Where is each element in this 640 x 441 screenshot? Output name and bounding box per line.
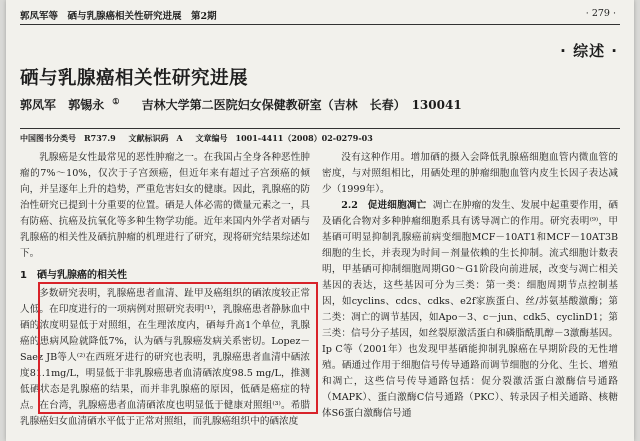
intro-paragraph: 乳腺癌是女性最常见的恶性肿瘤之一。在我国占全身各种恶性肿瘤的7%～10%，仅次于子宫颈癌，但近年来有超过子宫颈癌的倾向，并呈逐年上升的趋势，严重危害妇女的健康。因此，乳腺癌的防治性研究已提到十分重要的位置。硒是人体必需的微量元素之一，具有防癌、抗癌及抗氧化等多种生物学功能。近年来国内外学者对硒与乳腺癌的相关性及硒抗肿瘤的机理进行了研究，现将研究结果综述如下。 — [20, 152, 310, 259]
running-head — [20, 8, 616, 24]
article-number: 文章编号 1001-4411（2008）02-0279-03 — [195, 133, 373, 143]
author-affiliation: 吉林大学第二医院妇女保健教研室（吉林 长春） 130041 — [141, 98, 462, 112]
article-title: 硒与乳腺癌相关性研究进展 — [20, 68, 249, 89]
running-head-journal: 郭凤军等 硒与乳腺癌相关性研究进展 第2期 — [20, 11, 217, 22]
section-tag: · 综述 · — [560, 42, 618, 60]
meta-rule-top — [20, 128, 620, 129]
author-name: 郭锡永 ① — [68, 96, 120, 112]
body-paragraph: 没有这种作用。增加硒的摄入会降低乳腺癌细胞血管内微血管的密度，与对照组相比，用硒处理的肿瘤细胞血管内皮生长因子表达减少（1999年）。 — [322, 152, 618, 195]
journal-page — [6, 0, 634, 441]
document-code: 文献标识码 A — [128, 133, 183, 143]
left-column — [20, 150, 310, 430]
article-meta — [20, 133, 383, 144]
header-rule — [20, 24, 620, 25]
subsection-paragraph — [322, 198, 618, 422]
author-marker: ① — [112, 96, 120, 106]
subsection-text: 凋亡在肿瘤的发生、发展中起重要作用，硒及硒化合物对多种肿瘤细胞系具有诱导凋亡的作用。研究表明⁽⁹⁾，甲基硒可明显抑制乳腺癌前病变细胞MCF－10AT1和MCF－10AT3B细胞的生长，并表现为时间－剂量依赖的生长抑制。流式细胞计数表明，甲基硒可抑制细胞周期G0～G1阶段向前进展，改变与凋亡相关基因的表达，这些基因可分为三类：第一类：细胞周期节点控制基因，如cyclins、cdcs、cdks、e2f家族蛋白、丝/苏氨基酸激酶；第二类：凋亡的调节基因，如Apo－3、c－jun、cdk5、cyclinD1；第三类：信号分子基因，如丝裂原激活蛋白和磷脂酰肌醇－3激酶基因。Ip C等（2001年）也发现甲基硒能抑制乳腺癌在早期阶段的无性增殖。硒通过作用于细胞信号传导通路而调节细胞的分化、生长、增殖和凋亡，这些信号传导通路包括：促分裂激活蛋白激酶信号通路（MAPK）、蛋白激酶C信号通路（PKC）、转录因子相关通路、核糖体S6蛋白激酶信号通 — [322, 200, 618, 419]
right-column — [322, 150, 618, 422]
author-line — [20, 96, 470, 113]
page-number: · 279 · — [585, 8, 616, 19]
body-paragraph: 多数研究表明，乳腺癌患者血清、趾甲及癌组织的硒浓度较正常人低。在印度进行的一项病例对照研究表明⁽¹⁾，乳腺癌患者静脉血中硒的浓度明显低于对照组，在生理浓度内，硒每升高1个单位，乳腺癌的患病风险就降低7%，认为硒与乳腺癌发病关系密切。Lopez－Saez JB等人⁽²⁾在西班牙进行的研究也表明，乳腺癌患者血清中硒浓度81.1mg/L，明显低于非乳腺癌患者血清硒浓度98.5 mg/L，推测低硒状态是乳腺癌的结果，而并非乳腺癌的原因，低硒是癌症的特点。在台湾，乳腺癌患者血清硒浓度也明显低于健康对照组⁽³⁾。希腊乳腺癌妇女血清硒水平低于正常对照组，而乳腺癌组织中的硒浓度 — [20, 288, 310, 427]
clc-number: 中国图书分类号 R737.9 — [20, 133, 116, 143]
subsection-heading: 2.2 促进细胞凋亡 — [341, 200, 427, 211]
section-heading: 1 硒与乳腺癌的相关性 — [20, 270, 127, 281]
author-name: 郭凤军 — [20, 98, 57, 112]
